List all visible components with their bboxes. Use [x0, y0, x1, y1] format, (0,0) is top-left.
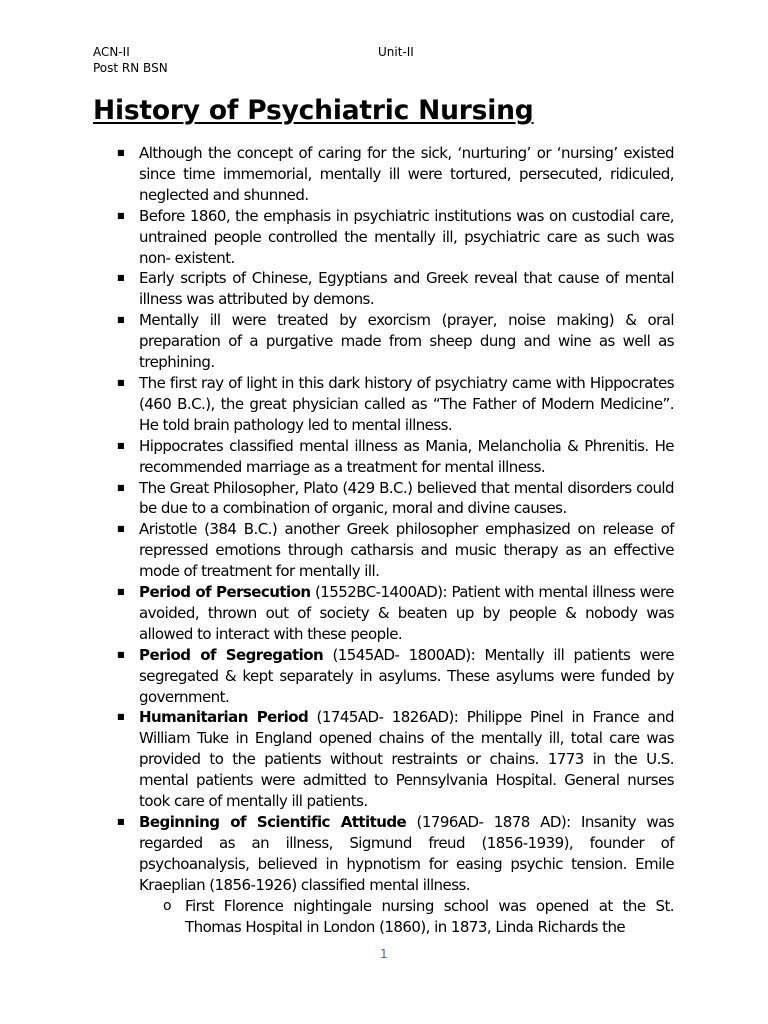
square-bullet-icon: ■	[117, 817, 125, 826]
list-item	[117, 478, 674, 520]
list-item	[117, 436, 674, 478]
header-unit: Unit-II	[378, 45, 414, 59]
list-item	[117, 206, 674, 269]
period-heading: Humanitarian Period	[139, 708, 309, 727]
list-item-text: The Great Philosopher, Plato (429 B.C.) believed that mental disorders could be due to a combination of organic, moral and divine causes.	[139, 478, 674, 518]
period-heading: Period of Persecution	[139, 583, 311, 602]
list-item	[117, 582, 674, 645]
list-item	[117, 812, 674, 896]
square-bullet-icon: ■	[117, 587, 125, 597]
list-item-text: (1745AD- 1826AD): Philippe Pinel in France and William Tuke in England opened chains of the mentally ill, total care was provided to the patients without restraints or chains. 1773 in the U.S. mental patients were admitted to Pennsylvania Hospital. General nurses took care of mentally ill patients.	[139, 708, 674, 811]
list-item-text: Hippocrates classified mental illness as Mania, Melancholia & Phrenitis. He recommended marriage as a treatment for mental illness.	[139, 436, 674, 476]
square-bullet-icon: ■	[117, 148, 125, 157]
list-item	[117, 268, 674, 310]
square-bullet-icon: ■	[117, 315, 125, 325]
square-bullet-icon: ■	[117, 524, 125, 534]
sub-list-item	[163, 896, 674, 938]
square-bullet-icon: ■	[117, 273, 125, 283]
header-program: Post RN BSN	[93, 61, 168, 75]
list-item	[117, 143, 674, 206]
list-item-text: (1552BC-1400AD): Patient with mental illness were avoided, thrown out of society & beaten up by people & nobody was allowed to interact with these people.	[139, 583, 674, 643]
square-bullet-icon: ■	[117, 712, 125, 722]
list-item-text: The first ray of light in this dark history of psychiatry came with Hippocrates (460 B.C.), the great physician called as “The Father of Modern Medicine”. He told brain pathology led to mental illness.	[139, 373, 674, 434]
page-title: History of Psychiatric Nursing	[93, 95, 534, 126]
list-item-text: Early scripts of Chinese, Egyptians and Greek reveal that cause of mental illness was attributed by demons.	[139, 269, 674, 309]
list-item-text: First Florence nightingale nursing school was opened at the St. Thomas Hospital in London (1860), in 1873, Linda Richards the	[185, 896, 674, 936]
list-item-text: (1796AD- 1878 AD): Insanity was regarded as an illness, Sigmund freud (1856-1939), founder of psychoanalysis, believed in hypnotism for easing psychic tension. Emile Kraeplian (1856-1926) classified mental illness.	[139, 813, 674, 894]
list-item-text: (1545AD- 1800AD): Mentally ill patients were segregated & kept separately in asylums. These asylums were funded by government.	[139, 645, 674, 706]
history-bullet-list	[117, 143, 674, 937]
list-item	[117, 707, 674, 812]
list-item-text: Before 1860, the emphasis in psychiatric institutions was on custodial care, untrained people controlled the mentally ill, psychiatric care as such was non- existent.	[139, 206, 674, 267]
list-item	[117, 310, 674, 373]
square-bullet-icon: ■	[117, 377, 125, 387]
period-heading: Period of Segregation	[139, 645, 324, 664]
list-item	[117, 519, 674, 582]
list-item-text: Mentally ill were treated by exorcism (prayer, noise making) & oral preparation of a purgative made from sheep dung and wine as well as trephining.	[139, 311, 674, 372]
circle-bullet-icon: o	[163, 897, 172, 914]
square-bullet-icon: ■	[117, 649, 125, 659]
list-item-text: Although the concept of caring for the sick, ‘nurturing’ or ‘nursing’ existed since time immemorial, mentally ill were tortured, persecuted, ridiculed, neglected and shunned.	[139, 144, 674, 204]
header-course: ACN-II	[93, 45, 130, 59]
square-bullet-icon: ■	[117, 210, 125, 220]
header-left	[93, 44, 168, 76]
list-item	[117, 373, 674, 436]
list-item-text: Aristotle (384 B.C.) another Greek philosopher emphasized on release of repressed emotions through catharsis and music therapy as an effective mode of treatment for mentally ill.	[139, 520, 674, 581]
page-number: 1	[380, 947, 388, 961]
list-item	[117, 645, 674, 708]
square-bullet-icon: ■	[117, 482, 125, 492]
square-bullet-icon: ■	[117, 440, 125, 450]
period-heading: Beginning of Scientific Attitude	[139, 813, 407, 831]
